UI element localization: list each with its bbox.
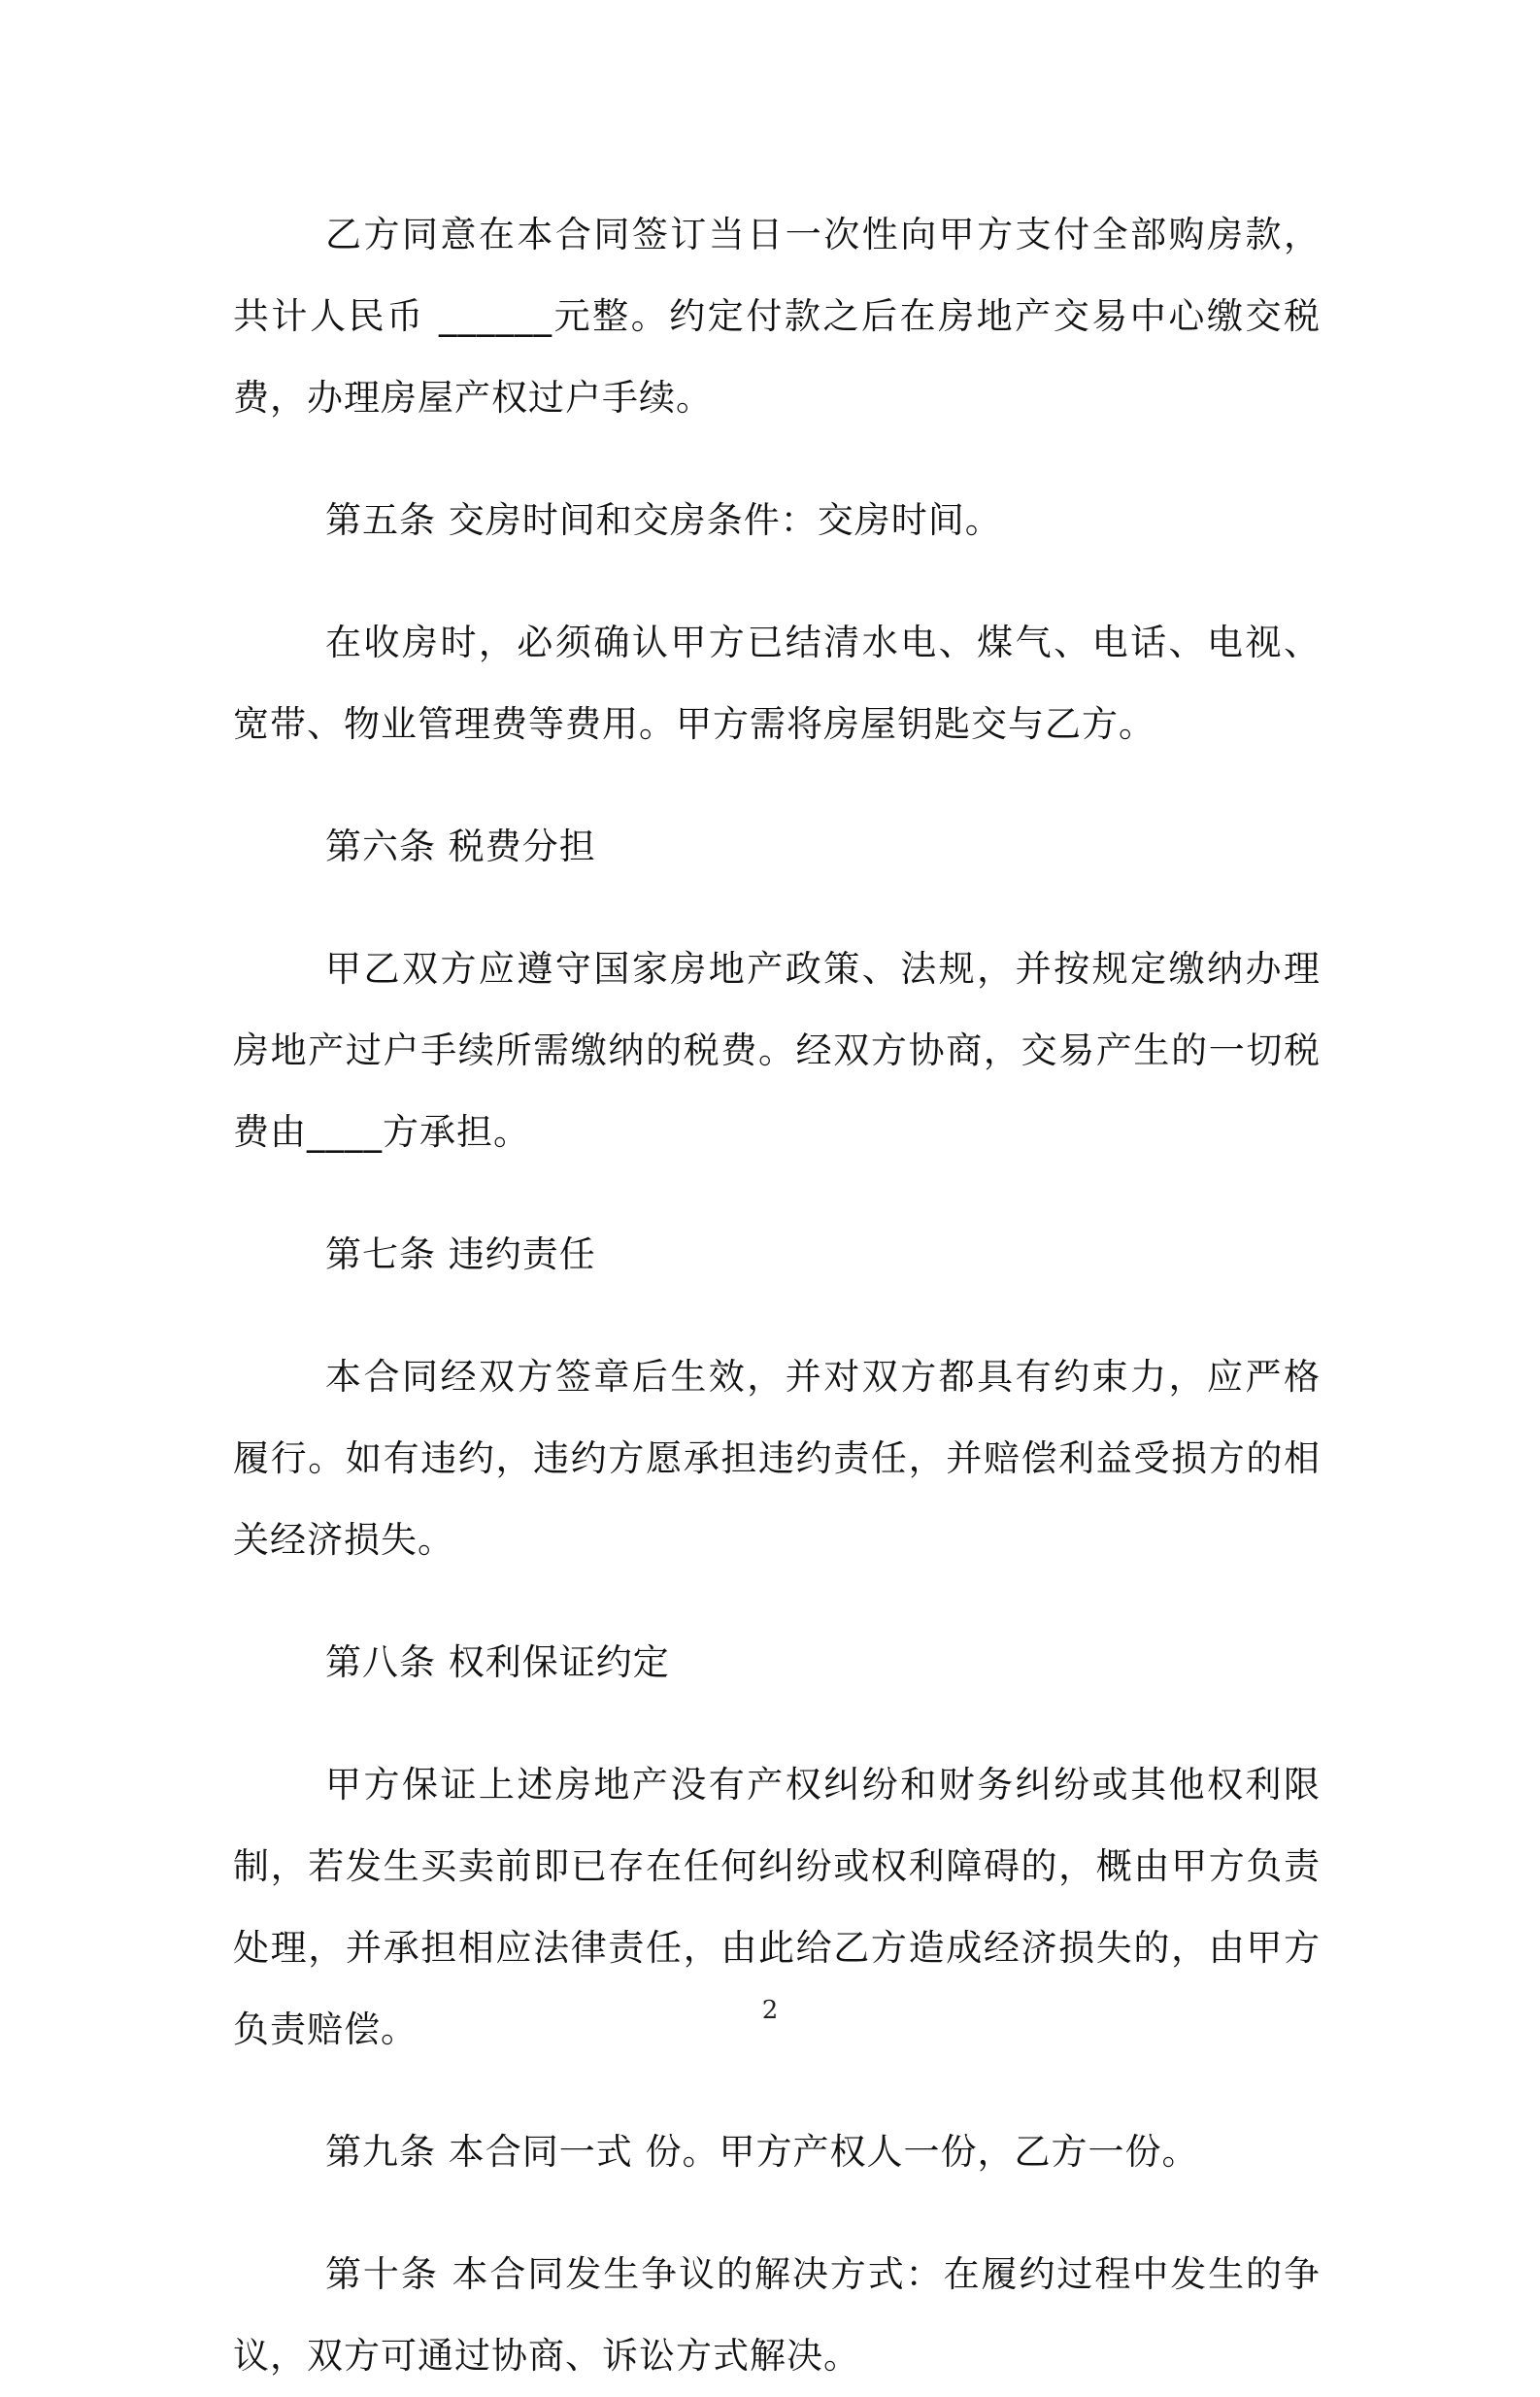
article-7-heading: 第七条 违约责任 <box>325 1233 596 1275</box>
article-10-dispute-resolution: 第十条 本合同发生争议的解决方式：在履约过程中发生的争议，双方可通过协商、诉讼方式解决。 <box>233 2253 1321 2377</box>
article-6-heading: 第六条 税费分担 <box>325 826 596 867</box>
article-9-copies: 第九条 本合同一式 份。甲方产权人一份，乙方一份。 <box>325 2131 1199 2173</box>
article-8-heading: 第八条 权利保证约定 <box>325 1641 670 1683</box>
page-number: 2 <box>761 1996 779 2025</box>
paragraph-payment: 乙方同意在本合同签订当日一次性向甲方支付全部购房款，共计人民币 ______元整。约定付款之后在房地产交易中心缴交税费，办理房屋产权过户手续。 <box>233 214 1321 419</box>
paragraph-breach-liability: 本合同经双方签章后生效，并对双方都具有约束力，应严格履行。如有违约，违约方愿承担违约责任，并赔偿利益受损方的相关经济损失。 <box>233 1356 1321 1561</box>
paragraph-handover-conditions: 在收房时，必须确认甲方已结清水电、煤气、电话、电视、宽带、物业管理费等费用。甲方需将房屋钥匙交与乙方。 <box>233 622 1321 745</box>
paragraph-rights-guarantee: 甲方保证上述房地产没有产权纠纷和财务纠纷或其他权利限制，若发生买卖前即已存在任何纠纷或权利障碍的，概由甲方负责处理，并承担相应法律责任，由此给乙方造成经济损失的，由甲方负责赔偿。 <box>233 1764 1321 2050</box>
article-5-heading: 第五条 交房时间和交房条件：交房时间。 <box>325 499 1002 541</box>
document-body <box>233 194 1321 2397</box>
paragraph-tax-sharing: 甲乙双方应遵守国家房地产政策、法规，并按规定缴纳办理房地产过户手续所需缴纳的税费。经双方协商，交易产生的一切税费由____方承担。 <box>233 948 1321 1153</box>
